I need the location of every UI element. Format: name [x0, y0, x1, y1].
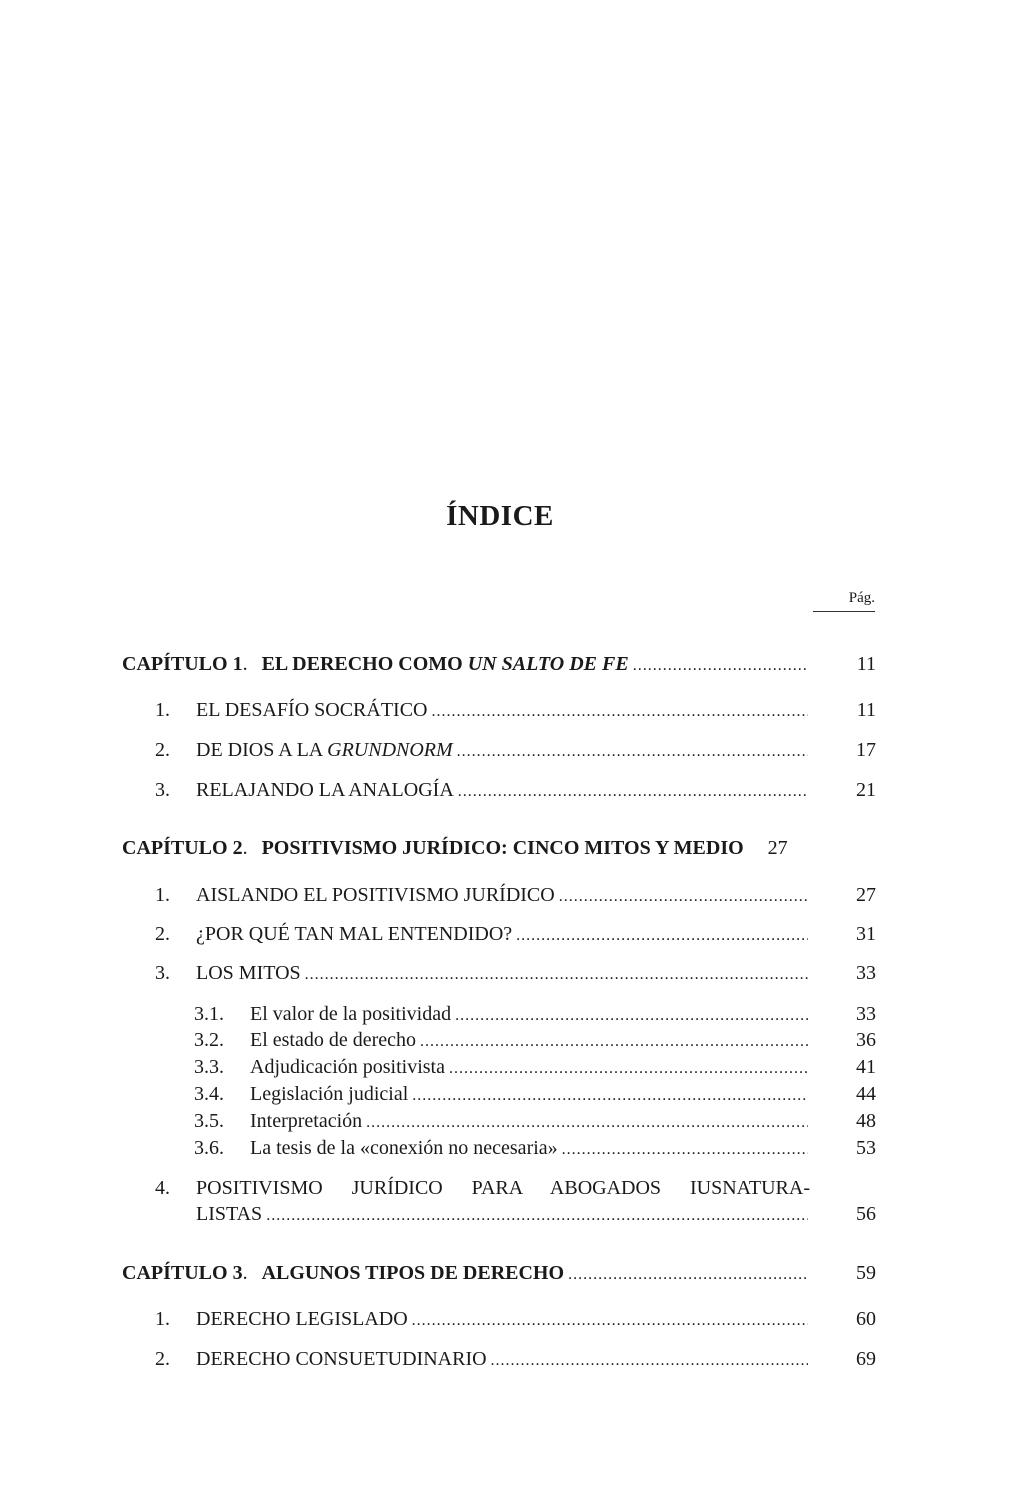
dot-leader [457, 739, 808, 765]
section-number: 3. [155, 962, 170, 984]
dot-leader [562, 1137, 808, 1163]
subsection-number: 3.6. [194, 1137, 224, 1159]
toc-section-entry [155, 1346, 876, 1372]
dot-leader [633, 653, 808, 679]
section-title-line2: LISTAS [196, 1203, 263, 1225]
section-title: DE DIOS A LA GRUNDNORM [196, 739, 453, 761]
dot-leader [458, 779, 808, 805]
page-number: 56 [856, 1203, 876, 1225]
page-title: ÍNDICE [446, 500, 554, 532]
chapter-number: CAPÍTULO 1 [122, 653, 243, 675]
page-number: 27 [856, 884, 876, 906]
dot-leader [305, 962, 808, 988]
subsection-number: 3.3. [194, 1056, 224, 1078]
toc-section-entry [155, 697, 876, 723]
dot-leader [559, 884, 808, 910]
toc-subsection-entry [194, 1108, 876, 1134]
toc-section-entry [155, 882, 876, 908]
section-number: 1. [155, 1308, 170, 1330]
dot-leader [491, 1348, 808, 1374]
page-column-header: Pág. [813, 590, 875, 612]
dot-leader [412, 1308, 808, 1334]
page-number: 21 [856, 779, 876, 801]
page-number: 60 [856, 1308, 876, 1330]
chapter-separator: . [242, 653, 248, 675]
page-number: 59 [856, 1262, 876, 1284]
dot-leader [455, 1003, 808, 1029]
section-number: 2. [155, 739, 170, 761]
page-number: 33 [856, 962, 876, 984]
subsection-title: El valor de la positividad [250, 1003, 452, 1025]
subsection-title: Legislación judicial [250, 1083, 409, 1105]
section-number: 3. [155, 779, 170, 801]
dot-leader [449, 1056, 808, 1082]
dot-leader [432, 699, 809, 725]
toc-section-entry [155, 777, 876, 803]
section-title: LOS MITOS [196, 962, 301, 984]
section-number: 4. [155, 1177, 170, 1199]
section-number: 2. [155, 1348, 170, 1370]
dot-leader [420, 1029, 808, 1055]
toc-section-entry [155, 1175, 876, 1229]
subsection-number: 3.4. [194, 1083, 224, 1105]
section-number: 1. [155, 884, 170, 906]
section-title: DERECHO CONSUETUDINARIO [196, 1348, 487, 1370]
section-title: EL DESAFÍO SOCRÁTICO [196, 699, 428, 721]
dot-leader [366, 1110, 808, 1136]
toc-subsection-entry [194, 1135, 876, 1161]
chapter-3-entry [122, 1260, 876, 1286]
toc-subsection-entry [194, 1027, 876, 1053]
dot-leader [516, 923, 808, 949]
chapter-number: CAPÍTULO 3 [122, 1262, 243, 1284]
section-title: ¿POR QUÉ TAN MAL ENTENDIDO? [196, 923, 513, 945]
page-number: 27 [767, 837, 788, 859]
section-title: RELAJANDO LA ANALOGÍA [196, 779, 454, 801]
page-number: 33 [856, 1003, 876, 1025]
toc-subsection-entry [194, 1001, 876, 1027]
toc-section-entry [155, 960, 876, 986]
dot-leader [412, 1083, 808, 1109]
dot-leader [266, 1203, 808, 1229]
page-number: 11 [856, 653, 876, 675]
page-number: 48 [856, 1110, 876, 1132]
toc-section-entry [155, 737, 876, 763]
chapter-2-entry [122, 835, 876, 861]
chapter-1-entry [122, 651, 876, 677]
chapter-number: CAPÍTULO 2 [122, 837, 243, 859]
page-number: 69 [856, 1348, 876, 1370]
toc-section-entry [155, 921, 876, 947]
subsection-title: La tesis de la «conexión no necesaria» [250, 1137, 558, 1159]
chapter-title: EL DERECHO COMO UN SALTO DE FE [261, 653, 629, 675]
subsection-number: 3.5. [194, 1110, 224, 1132]
page-number: 53 [856, 1137, 876, 1159]
section-number: 1. [155, 699, 170, 721]
subsection-title: El estado de derecho [250, 1029, 417, 1051]
page-number: 44 [856, 1083, 876, 1105]
section-number: 2. [155, 923, 170, 945]
section-title: AISLANDO EL POSITIVISMO JURÍDICO [196, 884, 555, 906]
page-number: 36 [856, 1029, 876, 1051]
chapter-separator: . [242, 1262, 248, 1284]
page-number: 17 [856, 739, 876, 761]
chapter-title: ALGUNOS TIPOS DE DERECHO [261, 1262, 565, 1284]
chapter-separator: . [242, 837, 248, 859]
toc-subsection-entry [194, 1054, 876, 1080]
dot-leader [568, 1262, 808, 1288]
chapter-title: POSITIVISMO JURÍDICO: CINCO MITOS Y MEDIO [261, 837, 744, 859]
page-number: 41 [856, 1056, 876, 1078]
subsection-title: Adjudicación positivista [250, 1056, 445, 1078]
subsection-number: 3.2. [194, 1029, 224, 1051]
section-title: DERECHO LEGISLADO [196, 1308, 408, 1330]
section-title-line1: POSITIVISMO JURÍDICO PARA ABOGADOS IUSNATURA- [196, 1177, 810, 1199]
page-number: 11 [856, 699, 876, 721]
subsection-number: 3.1. [194, 1003, 224, 1025]
toc-subsection-entry [194, 1081, 876, 1107]
subsection-title: Interpretación [250, 1110, 363, 1132]
toc-section-entry [155, 1306, 876, 1332]
page-number: 31 [856, 923, 876, 945]
